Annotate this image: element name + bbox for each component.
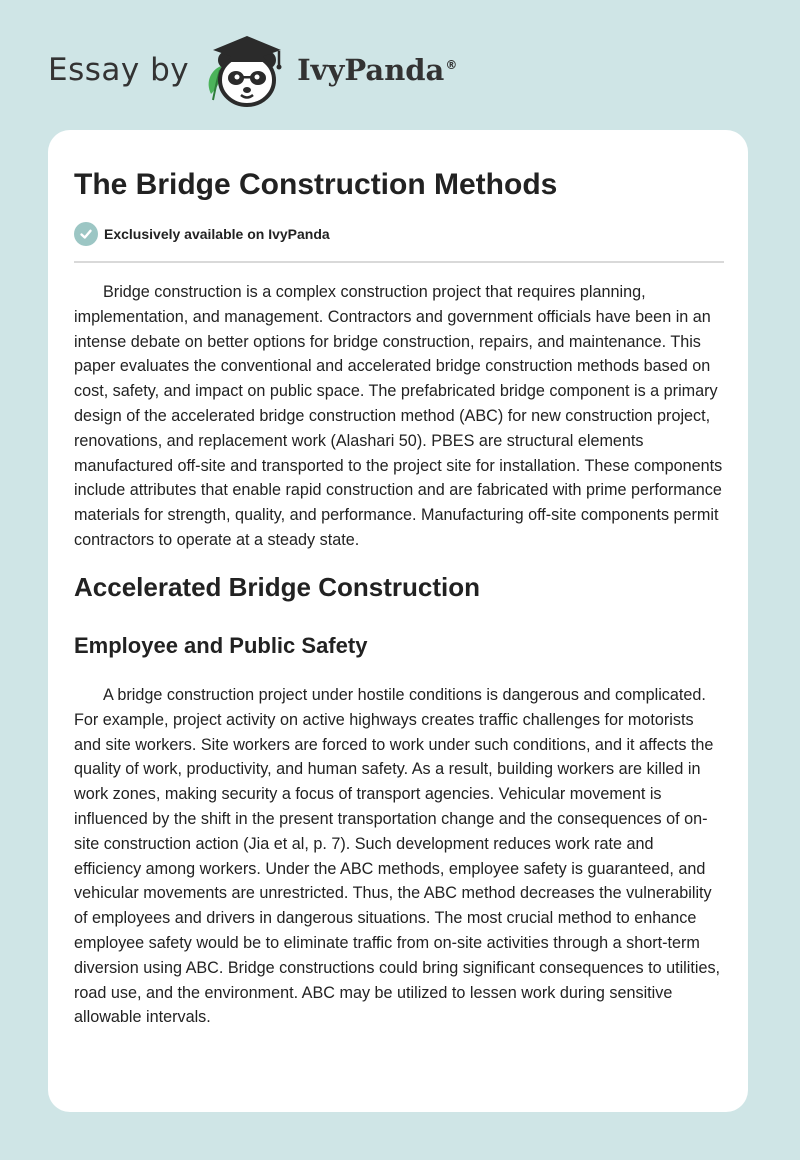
- registered-mark: ®: [445, 58, 458, 73]
- exclusive-badge-text: Exclusively available on IvyPanda: [104, 226, 330, 242]
- exclusive-badge: [74, 222, 330, 246]
- ivypanda-brand[interactable]: [297, 53, 457, 87]
- intro-paragraph: Bridge construction is a complex construction project that requires planning, implementation, and management. Contractors and government officials have been in an intense debate on better options for bridge construction, repairs, and maintenance. This paper evaluates the conventional and accelerated bridge construction methods based on cost, safety, and impact on public space. The prefabricated bridge component is a primary design of the accelerated bridge construction method (ABC) for new construction project, renovations, and replacement work (Alashari 50). PBES are structural elements manufactured off-site and transported to the project site for installation. These components include attributes that enable rapid construction and are fabricated with prime performance materials for strength, quality, and performance. Manufacturing off-site components permit contractors to operate at a steady state.: [74, 283, 723, 549]
- essay-by-label: Essay by: [48, 52, 190, 88]
- section-heading: Accelerated Bridge Construction: [74, 572, 480, 602]
- essay-card: [48, 130, 748, 1112]
- panda-logo-icon[interactable]: [201, 30, 293, 110]
- checkmark-icon: [74, 222, 98, 246]
- brand-name-text: IvyPanda: [297, 53, 445, 87]
- site-header: [48, 30, 457, 110]
- title-divider: [74, 261, 724, 263]
- safety-paragraph: A bridge construction project under hostile conditions is dangerous and complicated. For example, project activity on active highways creates traffic challenges for motorists and site workers. Site workers are forced to work under such conditions, and it affects the quality of work, productivity, and human safety. As a result, building workers are killed in work zones, making security a focus of transport agencies. Vehicular movement is influenced by the shift in the present transportation change and the consequences of on-site construction action (Jia et al, p. 7). Such development reduces work rate and efficiency among workers. Under the ABC methods, employee safety is guaranteed, and vehicular movements are unrestricted. Thus, the ABC method decreases the vulnerability of employees and drivers in dangerous situations. The most crucial method to enhance employee safety would be to eliminate traffic from on-site activities through a short-term diversion using ABC. Bridge constructions could bring significant consequences to utilities, road use, and the environment. ABC may be utilized to lessen work during sensitive allowable intervals.: [74, 686, 721, 1027]
- subsection-heading: Employee and Public Safety: [74, 633, 368, 658]
- essay-title: The Bridge Construction Methods: [74, 168, 558, 201]
